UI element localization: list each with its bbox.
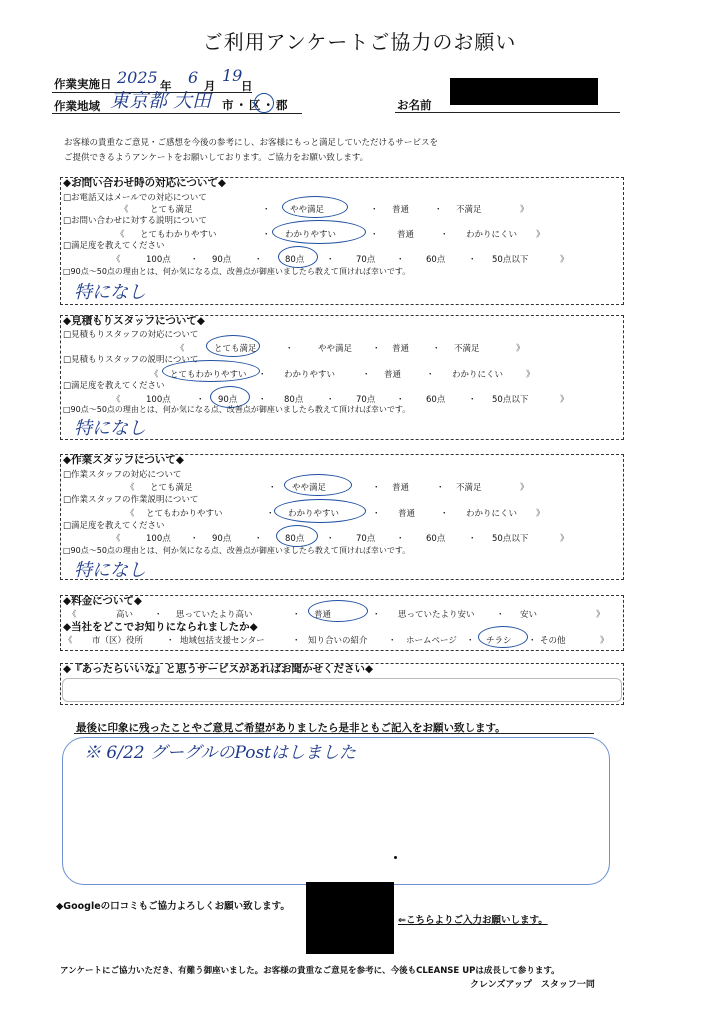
s3-q1-opt3[interactable]: 普通 [392, 483, 410, 493]
s3-q2-open: 《 [126, 509, 135, 519]
qr-note[interactable]: ⇐こちらよりご入力お願いします。 [398, 915, 548, 926]
day-unit: 日 [241, 79, 253, 93]
s1-q1-sep: ・ [262, 205, 271, 215]
s1-q3-sep: ・ [396, 255, 405, 265]
s1-q4: □90点～50点の理由とは、何か気になる点、改善点が御座いましたら教えて頂ければ幸いです。 [63, 267, 411, 276]
source-sep: ・ [466, 636, 475, 646]
name-underline [395, 112, 620, 113]
s2-q1-opt3[interactable]: 普通 [392, 344, 410, 354]
s1-q3-sep: ・ [326, 255, 335, 265]
fee-opt-high[interactable]: 高い [116, 610, 134, 620]
s2-q2-sep: ・ [426, 370, 435, 380]
s1-q3-close: 》 [560, 255, 569, 265]
s3-q1-sep: ・ [268, 483, 277, 493]
google-note: ◆Googleの口コミもご協力よろしくお願い致します。 [56, 901, 290, 912]
s3-q3-selected-circle [276, 525, 318, 547]
s3-q3-sep: ・ [254, 534, 263, 544]
s3-q4: □90点～50点の理由とは、何か気になる点、改善点が御座いましたら教えて頂ければ幸いです。 [63, 546, 411, 555]
s3-q1-opt1[interactable]: とても満足 [150, 483, 193, 493]
s1-q3-opt6[interactable]: 50点以下 [492, 255, 529, 265]
intro-line-1: お客様の貴重なご意見・ご感想を今後の参考にし、お客様にもっと満足していただけるサービスを [64, 138, 439, 148]
final-answer: ※ 6/22 グーグルのPostはしました [84, 743, 357, 763]
s3-q3-sep: ・ [326, 534, 335, 544]
area-underline [52, 113, 302, 114]
footer-thanks: アンケートにご協力いただき、有難う御座いました。お客様の貴重なご意見を参考に、今後もCLEANSE UPは成長して参ります。 [60, 966, 560, 976]
s3-q2-opt3[interactable]: 普通 [398, 509, 416, 519]
s3-q3-opt5[interactable]: 60点 [426, 534, 446, 544]
fee-opt-normal[interactable]: 普通 [314, 610, 332, 620]
s3-q3-sep: ・ [468, 534, 477, 544]
month-unit: 月 [204, 79, 216, 93]
source-sep: ・ [166, 636, 175, 646]
s2-q3-sep: ・ [396, 395, 405, 405]
s2-q2-opt3[interactable]: 普通 [384, 370, 402, 380]
final-prompt-underline [74, 733, 594, 734]
s2-q3-opt4[interactable]: 70点 [356, 395, 376, 405]
s1-q2-selected-circle [272, 220, 366, 244]
s3-q2-sep: ・ [440, 509, 449, 519]
source-opt-flyer[interactable]: チラシ [486, 636, 512, 646]
area-suffix: 市・区・郡 [222, 98, 290, 112]
fee-heading: ◆料金について◆ [63, 595, 142, 607]
s2-q3-sep: ・ [468, 395, 477, 405]
s2-q3-sep: ・ [258, 395, 267, 405]
fee-open: 《 [68, 610, 77, 620]
ward-circle [254, 93, 274, 113]
s3-q2-opt1[interactable]: とてもわかりやすい [146, 509, 223, 519]
s2-q3-opt3[interactable]: 80点 [284, 395, 304, 405]
s3-q1-opt2[interactable]: やや満足 [292, 483, 327, 493]
source-opt-support-center[interactable]: 地域包括支援センター [180, 636, 265, 646]
s1-q2: □お問い合わせに対する説明について [63, 216, 207, 226]
s2-q1-opt1[interactable]: とても満足 [214, 344, 257, 354]
wish-service-heading: ◆『あったらいいな』と思うサービスがあればお聞かせください◆ [63, 663, 374, 675]
fee-close: 》 [596, 610, 605, 620]
fee-opt-cheap[interactable]: 安い [520, 610, 538, 620]
s1-q1-opt3[interactable]: 普通 [392, 205, 410, 215]
s1-q1: □お電話又はメールでの対応について [63, 193, 207, 203]
s2-q1-opt4[interactable]: 不満足 [454, 344, 480, 354]
s1-q3-sep: ・ [254, 255, 263, 265]
s3-q3-sep: ・ [396, 534, 405, 544]
s2-q3-open: 《 [112, 395, 121, 405]
s2-q3-opt2[interactable]: 90点 [218, 395, 238, 405]
s3-q3-opt1[interactable]: 100点 [146, 534, 171, 544]
s3-q2-opt4[interactable]: わかりにくい [466, 509, 518, 519]
s3-q2-sep: ・ [372, 509, 381, 519]
s3-q3-open: 《 [112, 534, 121, 544]
final-prompt: 最後に印象に残ったことやご意見ご希望がありましたら是非ともご記入をお願い致します。 [76, 722, 506, 734]
s2-q1-sep: ・ [372, 344, 381, 354]
footer-signature: クレンズアップ スタッフ一同 [470, 980, 595, 990]
s1-q3-opt1[interactable]: 100点 [146, 255, 171, 265]
s3-q3-opt6[interactable]: 50点以下 [492, 534, 529, 544]
source-opt-city-office[interactable]: 市（区）役所 [92, 636, 144, 646]
s2-q3: □満足度を教えてください [63, 381, 165, 391]
s3-q1-opt4[interactable]: 不満足 [456, 483, 482, 493]
s1-q1-selected-circle [282, 196, 348, 218]
s2-q2-open: 《 [150, 370, 159, 380]
source-close: 》 [600, 636, 609, 646]
s2-q2-opt4[interactable]: わかりにくい [452, 370, 504, 380]
date-year: 2025 [117, 68, 158, 87]
s2-q3-opt5[interactable]: 60点 [426, 395, 446, 405]
date-day: 19 [222, 66, 243, 85]
fee-sep: ・ [292, 610, 301, 620]
s1-q3-opt4[interactable]: 70点 [356, 255, 376, 265]
s1-q2-opt1[interactable]: とてもわかりやすい [140, 230, 217, 240]
s1-q2-close: 》 [536, 230, 545, 240]
source-opt-referral[interactable]: 知り合いの紹介 [308, 636, 368, 646]
source-sep: ・ [388, 636, 397, 646]
date-month: 6 [188, 68, 199, 87]
s2-answer: 特になし [74, 418, 146, 439]
s1-q3-sep: ・ [190, 255, 199, 265]
s3-q3-opt3[interactable]: 80点 [285, 534, 305, 544]
wish-service-field[interactable] [62, 678, 622, 702]
s1-q2-opt3[interactable]: 普通 [397, 230, 415, 240]
s3-q2-close: 》 [536, 509, 545, 519]
s3-q2-selected-circle [274, 499, 366, 523]
s3-q1-sep: ・ [436, 483, 445, 493]
year-unit: 年 [160, 79, 172, 93]
s2-q2: □見積もりスタッフの説明について [63, 355, 199, 365]
s1-answer: 特になし [74, 282, 146, 303]
s2-q2-sep: ・ [258, 370, 267, 380]
s1-q3-opt2[interactable]: 90点 [212, 255, 232, 265]
source-selected-circle [478, 626, 528, 648]
s1-q1-sep: ・ [370, 205, 379, 215]
s1-q2-open: 《 [116, 230, 125, 240]
fee-sep: ・ [372, 610, 381, 620]
s2-q1-open: 《 [176, 344, 185, 354]
s1-q2-sep: ・ [440, 230, 449, 240]
fee-selected-circle [308, 600, 368, 622]
s3-answer: 特になし [74, 560, 146, 581]
s1-q2-sep: ・ [370, 230, 379, 240]
source-sep: ・ [292, 636, 301, 646]
s2-q2-close: 》 [526, 370, 535, 380]
s2-q2-opt1[interactable]: とてもわかりやすい [170, 370, 247, 380]
s2-q3-sep: ・ [326, 395, 335, 405]
s1-q1-open: 《 [120, 205, 129, 215]
fee-opt-higher-than-expected[interactable]: 思っていたより高い [176, 610, 253, 620]
s2-q4: □90点～50点の理由とは、何か気になる点、改善点が御座いましたら教えて頂ければ幸いです。 [63, 405, 411, 414]
fee-opt-cheaper-than-expected[interactable]: 思っていたより安い [398, 610, 475, 620]
s3-q2-sep: ・ [266, 509, 275, 519]
date-label: 作業実施日 [54, 77, 112, 91]
fee-sep: ・ [496, 610, 505, 620]
s1-q2-opt2[interactable]: わかりやすい [285, 230, 337, 240]
s1-q1-opt1[interactable]: とても満足 [150, 205, 193, 215]
s3-q1-close: 》 [520, 483, 529, 493]
source-heading: ◆当社をどこでお知りになられましたか◆ [63, 621, 258, 633]
s2-q3-opt6[interactable]: 50点以下 [492, 395, 529, 405]
s3-q3: □満足度を教えてください [63, 521, 165, 531]
s3-q1: □作業スタッフの対応について [63, 470, 182, 480]
intro-line-2: ご提供できるようアンケートをお願いしております。ご協力をお願い致します。 [64, 153, 369, 163]
s3-q1-open: 《 [126, 483, 135, 493]
s2-q1-selected-circle [206, 335, 260, 357]
s2-q2-opt2[interactable]: わかりやすい [284, 370, 336, 380]
source-sep: ・ [528, 636, 537, 646]
s3-q1-selected-circle [284, 474, 352, 496]
s2-q1-opt2[interactable]: やや満足 [318, 344, 353, 354]
section-estimate-heading: ◆見積もりスタッフについて◆ [63, 315, 205, 327]
s2-q3-sep: ・ [196, 395, 205, 405]
name-label: お名前 [397, 98, 432, 112]
s1-q2-sep: ・ [262, 230, 271, 240]
s1-q1-opt2[interactable]: やや満足 [290, 205, 325, 215]
s1-q3-sep: ・ [468, 255, 477, 265]
redacted-name [450, 78, 598, 105]
s3-q3-opt2[interactable]: 90点 [212, 534, 232, 544]
ink-dot [394, 856, 397, 859]
area-label: 作業地域 [54, 99, 100, 113]
s2-q2-sep: ・ [362, 370, 371, 380]
s2-q3-opt1[interactable]: 100点 [146, 395, 171, 405]
s1-q3-opt5[interactable]: 60点 [426, 255, 446, 265]
section-work-staff-heading: ◆作業スタッフについて◆ [63, 454, 184, 466]
s2-q1-close: 》 [516, 344, 525, 354]
section-inquiry-heading: ◆お問い合わせ時の対応について◆ [63, 177, 226, 189]
s3-q2: □作業スタッフの作業説明について [63, 495, 199, 505]
source-open: 《 [64, 636, 73, 646]
fee-sep: ・ [154, 610, 163, 620]
s1-q1-opt4[interactable]: 不満足 [456, 205, 482, 215]
s1-q2-opt4[interactable]: わかりにくい [466, 230, 518, 240]
s2-q3-close: 》 [560, 395, 569, 405]
s3-q1-sep: ・ [372, 483, 381, 493]
s3-q3-opt4[interactable]: 70点 [356, 534, 376, 544]
s1-q1-sep: ・ [434, 205, 443, 215]
source-opt-other[interactable]: その他 [540, 636, 566, 646]
s1-q3-selected-circle [278, 246, 318, 268]
s1-q1-close: 》 [520, 205, 529, 215]
s2-q1: □見積もりスタッフの対応について [63, 330, 199, 340]
s2-q1-sep: ・ [432, 344, 441, 354]
source-opt-homepage[interactable]: ホームページ [406, 636, 457, 646]
area-value: 東京都 大田 [110, 90, 212, 112]
s2-q1-sep: ・ [285, 344, 294, 354]
s3-q3-sep: ・ [190, 534, 199, 544]
s1-q3-opt3[interactable]: 80点 [285, 255, 305, 265]
page-title: ご利用アンケートご協力のお願い [202, 30, 517, 54]
redacted-qr-code [306, 882, 394, 954]
s3-q3-close: 》 [560, 534, 569, 544]
s1-q3-open: 《 [112, 255, 121, 265]
s3-q2-opt2[interactable]: わかりやすい [288, 509, 340, 519]
s1-q3: □満足度を教えてください [63, 241, 165, 251]
s2-q2-selected-circle [162, 360, 260, 382]
